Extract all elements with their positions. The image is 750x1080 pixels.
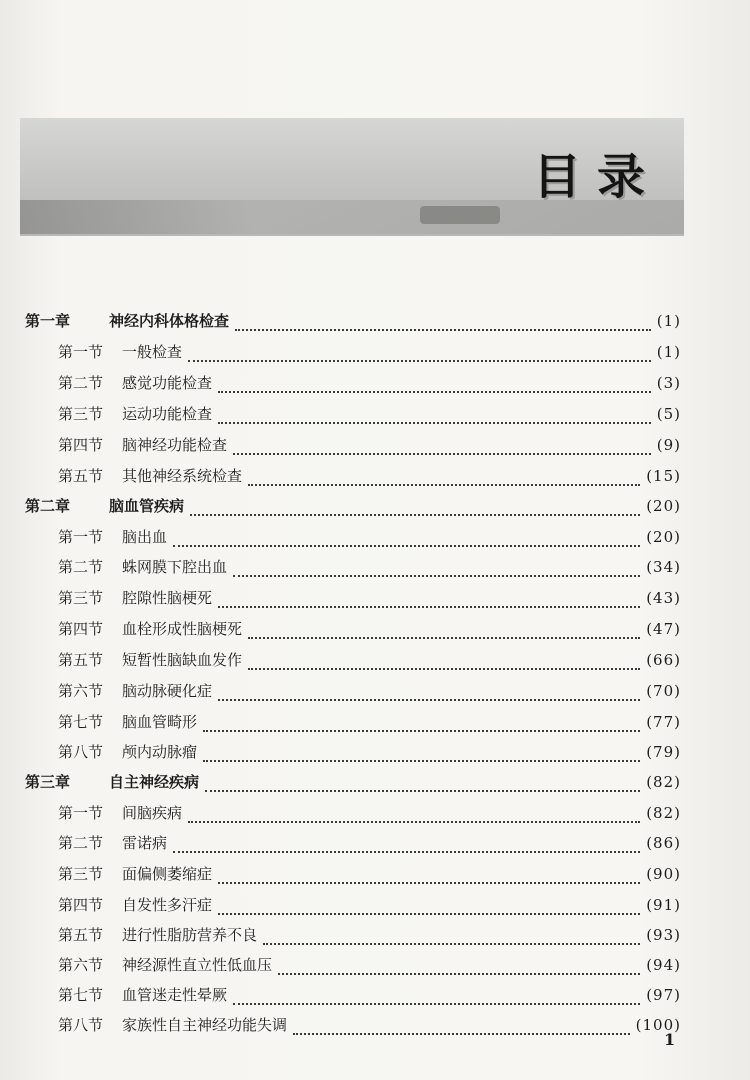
toc-page: (94) <box>646 956 681 974</box>
leader-dots <box>233 441 651 455</box>
toc-section[interactable] <box>58 954 681 982</box>
leader-dots <box>205 778 640 792</box>
toc-number: 第二节 <box>58 834 104 852</box>
toc-page: (66) <box>646 651 681 669</box>
toc-section[interactable] <box>58 802 681 830</box>
toc-page: (97) <box>646 986 681 1004</box>
toc-page: (82) <box>646 773 681 791</box>
leader-dots <box>218 687 640 701</box>
toc-chapter[interactable] <box>25 310 681 338</box>
toc-title: 血栓形成性脑梗死 <box>122 620 243 638</box>
toc-section[interactable] <box>58 680 681 708</box>
toc-number: 第四节 <box>58 620 104 638</box>
leader-dots <box>248 625 640 639</box>
toc-page: (20) <box>646 497 681 515</box>
leader-dots <box>203 718 640 732</box>
toc-page: (3) <box>656 374 681 392</box>
toc-section[interactable] <box>58 924 681 952</box>
toc-number: 第一节 <box>58 343 104 361</box>
toc-title: 蛛网膜下腔出血 <box>122 558 228 576</box>
toc-number: 第三章 <box>25 773 71 791</box>
toc-number: 第二节 <box>58 558 104 576</box>
toc-title: 自主神经疾病 <box>109 773 200 791</box>
leader-dots <box>218 901 640 915</box>
toc-page: (9) <box>656 436 681 454</box>
toc-section[interactable] <box>58 649 681 677</box>
toc-number: 第一节 <box>58 804 104 822</box>
toc-page: (77) <box>646 713 681 731</box>
toc-number: 第二节 <box>58 374 104 392</box>
toc-chapter[interactable] <box>25 495 681 523</box>
toc-number: 第七节 <box>58 986 104 1004</box>
leader-dots <box>293 1021 630 1035</box>
toc-page: (1) <box>656 343 681 361</box>
toc-title: 颅内动脉瘤 <box>122 743 198 761</box>
toc-number: 第三节 <box>58 865 104 883</box>
leader-dots <box>248 656 640 670</box>
toc-number: 第八节 <box>58 1016 104 1034</box>
toc-number: 第一章 <box>25 312 71 330</box>
toc-section[interactable] <box>58 526 681 554</box>
leader-dots <box>218 410 651 424</box>
toc-page: (43) <box>646 589 681 607</box>
leader-dots <box>218 594 640 608</box>
leader-dots <box>233 563 640 577</box>
toc-page: (15) <box>646 467 681 485</box>
toc-section[interactable] <box>58 587 681 615</box>
toc-number: 第七节 <box>58 713 104 731</box>
toc-number: 第一节 <box>58 528 104 546</box>
toc-page: (34) <box>646 558 681 576</box>
page-title: 目录 <box>533 149 662 205</box>
toc-number: 第二章 <box>25 497 71 515</box>
leader-dots <box>190 502 640 516</box>
toc-title: 脑出血 <box>122 528 168 546</box>
toc-number: 第五节 <box>58 467 104 485</box>
toc-title: 一般检查 <box>122 343 183 361</box>
toc-page: (91) <box>646 896 681 914</box>
leader-dots <box>218 870 640 884</box>
toc-title: 神经内科体格检查 <box>109 312 230 330</box>
toc-title: 腔隙性脑梗死 <box>122 589 213 607</box>
toc-page: (86) <box>646 834 681 852</box>
toc-page: (70) <box>646 682 681 700</box>
toc-number: 第四节 <box>58 436 104 454</box>
toc-title: 运动功能检查 <box>122 405 213 423</box>
toc-title: 神经源性直立性低血压 <box>122 956 273 974</box>
toc-page: (82) <box>646 804 681 822</box>
toc-title: 血管迷走性晕厥 <box>122 986 228 1004</box>
toc-chapter[interactable] <box>25 771 681 799</box>
toc-page: (90) <box>646 865 681 883</box>
toc-page: (5) <box>656 405 681 423</box>
toc-page: (20) <box>646 528 681 546</box>
toc-section[interactable] <box>58 403 681 431</box>
toc-section[interactable] <box>58 618 681 646</box>
toc-number: 第五节 <box>58 651 104 669</box>
leader-dots <box>218 379 651 393</box>
toc-title: 自发性多汗症 <box>122 896 213 914</box>
toc-number: 第六节 <box>58 956 104 974</box>
toc-title: 雷诺病 <box>122 834 168 852</box>
toc-title: 脑血管畸形 <box>122 713 198 731</box>
toc-title: 感觉功能检查 <box>122 374 213 392</box>
toc-section[interactable] <box>58 741 681 769</box>
toc-section[interactable] <box>58 1014 681 1042</box>
toc-number: 第八节 <box>58 743 104 761</box>
toc-page: (100) <box>635 1016 681 1034</box>
toc-number: 第五节 <box>58 926 104 944</box>
leader-dots <box>173 533 640 547</box>
toc-section[interactable] <box>58 863 681 891</box>
toc-section[interactable] <box>58 556 681 584</box>
toc-title: 进行性脂肪营养不良 <box>122 926 258 944</box>
toc-title: 面偏侧萎缩症 <box>122 865 213 883</box>
toc-page: (47) <box>646 620 681 638</box>
toc-section[interactable] <box>58 341 681 369</box>
toc-section[interactable] <box>58 372 681 400</box>
toc-section[interactable] <box>58 434 681 462</box>
toc-section[interactable] <box>58 832 681 860</box>
leader-dots <box>278 961 640 975</box>
leader-dots <box>235 317 651 331</box>
leader-dots <box>188 809 640 823</box>
toc-number: 第四节 <box>58 896 104 914</box>
toc-page: (93) <box>646 926 681 944</box>
header-stripe-mark <box>420 206 500 224</box>
toc-title: 脑神经功能检查 <box>122 436 228 454</box>
toc-section[interactable] <box>58 984 681 1012</box>
leader-dots <box>203 748 640 762</box>
leader-dots <box>188 348 651 362</box>
toc-section[interactable] <box>58 711 681 739</box>
toc-section[interactable] <box>58 894 681 922</box>
toc-title: 脑血管疾病 <box>109 497 185 515</box>
toc-title: 家族性自主神经功能失调 <box>122 1016 288 1034</box>
toc-title: 其他神经系统检查 <box>122 467 243 485</box>
leader-dots <box>263 931 640 945</box>
toc-number: 第六节 <box>58 682 104 700</box>
toc-title: 间脑疾病 <box>122 804 183 822</box>
toc-title: 脑动脉硬化症 <box>122 682 213 700</box>
toc-section[interactable] <box>58 465 681 493</box>
toc-number: 第三节 <box>58 405 104 423</box>
toc-number: 第三节 <box>58 589 104 607</box>
toc-page: (1) <box>656 312 681 330</box>
leader-dots <box>233 991 640 1005</box>
leader-dots <box>173 839 640 853</box>
leader-dots <box>248 472 640 486</box>
page-number: 1 <box>664 1030 676 1049</box>
toc-title: 短暂性脑缺血发作 <box>122 651 243 669</box>
toc-page: (79) <box>646 743 681 761</box>
